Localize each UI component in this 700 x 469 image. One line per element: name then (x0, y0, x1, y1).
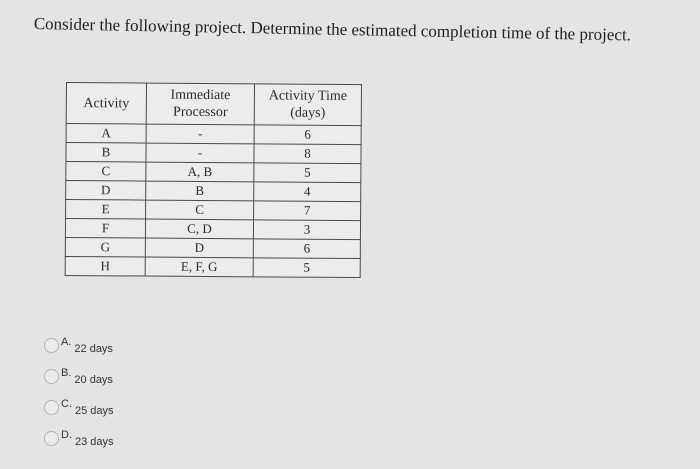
option-c[interactable] (44, 398, 114, 429)
table-row (65, 237, 360, 258)
cell-predecessor: - (146, 143, 254, 163)
option-letter: D. (61, 429, 72, 441)
table-row (66, 181, 361, 202)
option-d[interactable] (44, 429, 114, 460)
table-row (65, 219, 360, 240)
cell-activity: C (66, 162, 146, 182)
cell-time: 6 (254, 125, 361, 145)
cell-predecessor: - (146, 124, 254, 144)
cell-predecessor: A, B (146, 162, 254, 182)
option-b[interactable] (44, 367, 114, 398)
option-text: 25 days (75, 405, 114, 417)
cell-activity: F (65, 219, 145, 239)
cell-activity: B (66, 143, 146, 163)
option-letter: B. (61, 367, 72, 379)
option-text: 22 days (74, 343, 113, 355)
cell-time: 3 (253, 220, 360, 240)
option-letter: A. (61, 336, 72, 348)
radio-button[interactable] (44, 369, 59, 384)
header-activity-time: Activity Time (days) (254, 84, 361, 126)
table-row (66, 200, 361, 221)
table-row (66, 162, 361, 183)
table-row (66, 124, 361, 145)
cell-activity: A (66, 124, 146, 144)
radio-button[interactable] (44, 338, 59, 353)
cell-predecessor: C (146, 200, 254, 220)
cell-time: 5 (254, 163, 361, 183)
cell-time: 6 (253, 239, 360, 259)
cell-activity: H (65, 256, 145, 276)
cell-activity: E (66, 200, 146, 220)
table-row (65, 256, 360, 277)
radio-button[interactable] (44, 400, 59, 415)
cell-activity: D (66, 181, 146, 201)
question-text: Consider the following project. Determine the estimated completion time of the project. (33, 14, 632, 45)
option-text: 20 days (74, 374, 113, 386)
project-table (65, 82, 362, 278)
cell-time: 7 (254, 201, 361, 221)
cell-time: 4 (254, 182, 361, 202)
cell-time: 5 (253, 258, 360, 278)
cell-predecessor: C, D (145, 219, 253, 239)
cell-predecessor: E, F, G (145, 257, 253, 277)
header-activity: Activity (66, 83, 146, 125)
cell-predecessor: B (146, 181, 254, 201)
table-row (66, 143, 361, 164)
header-immediate-processor: Immediate Processor (146, 83, 254, 125)
option-letter: C. (61, 398, 72, 410)
option-text: 23 days (75, 436, 114, 448)
cell-time: 8 (254, 144, 361, 164)
table-header-row (66, 83, 361, 126)
cell-predecessor: D (145, 238, 253, 258)
radio-button[interactable] (44, 431, 59, 446)
cell-activity: G (65, 237, 145, 257)
option-a[interactable] (44, 336, 114, 367)
answer-options (44, 336, 114, 460)
